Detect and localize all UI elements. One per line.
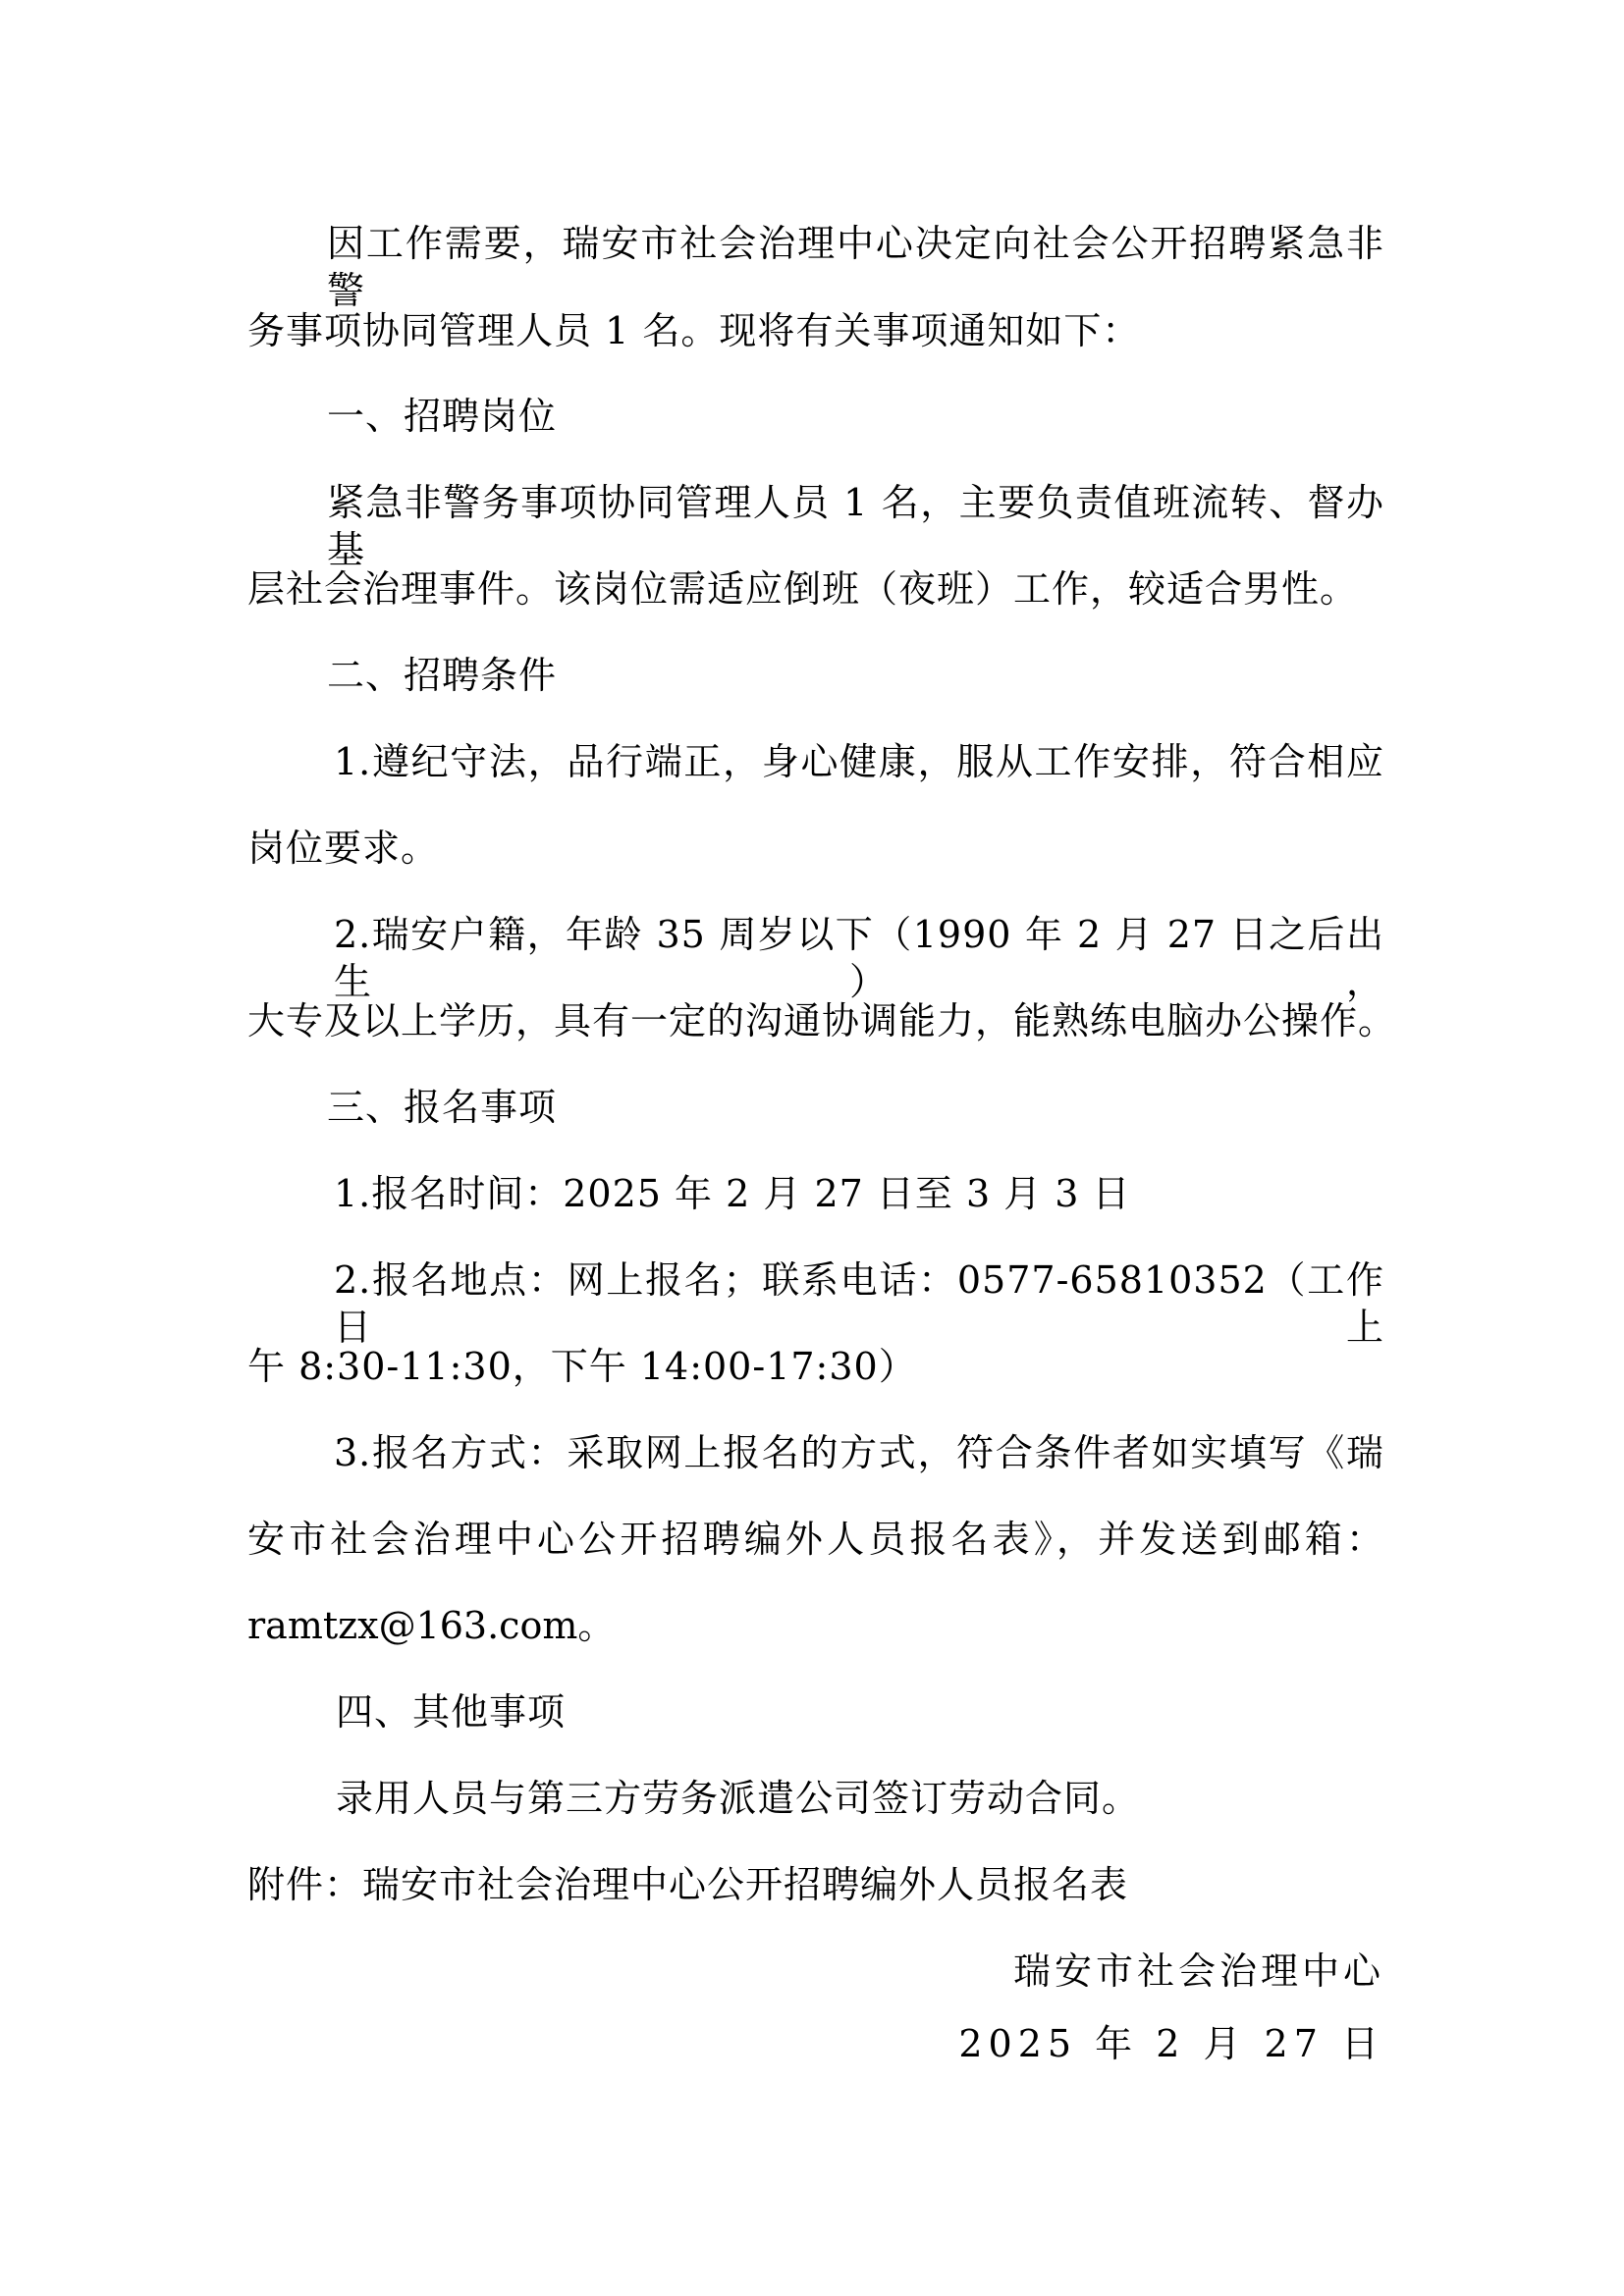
section-3-item-2-line-1: 2.报名地点：网上报名；联系电话：0577-65810352（工作日上 <box>334 1258 1384 1349</box>
intro-line-2: 务事项协同管理人员 1 名。现将有关事项通知如下： <box>247 309 1141 352</box>
section-3-heading: 三、报名事项 <box>327 1086 558 1129</box>
signature-date: 2025 年 2 月 27 日 <box>958 2022 1384 2065</box>
section-1-heading: 一、招聘岗位 <box>327 395 558 438</box>
section-3-item-3-line-1: 3.报名方式：采取网上报名的方式，符合条件者如实填写《瑞 <box>334 1431 1384 1474</box>
signature-org: 瑞安市社会治理中心 <box>1012 1949 1384 1993</box>
section-1-para-line-1: 紧急非警务事项协同管理人员 1 名，主要负责值班流转、督办基 <box>327 481 1384 571</box>
section-2-item-1-line-1: 1.遵纪守法，品行端正，身心健康，服从工作安排，符合相应 <box>334 740 1384 783</box>
section-1-para-line-2: 层社会治理事件。该岗位需适应倒班（夜班）工作，较适合男性。 <box>247 567 1359 611</box>
section-4-para: 录用人员与第三方劳务派遣公司签订劳动合同。 <box>336 1777 1141 1820</box>
section-3-item-3-line-2: 安市社会治理中心公开招聘编外人员报名表》，并发送到邮箱： <box>247 1518 1384 1561</box>
section-2-heading: 二、招聘条件 <box>327 654 558 697</box>
intro-line-1: 因工作需要，瑞安市社会治理中心决定向社会公开招聘紧急非警 <box>327 222 1384 312</box>
section-3-item-1: 1.报名时间：2025 年 2 月 27 日至 3 月 3 日 <box>334 1172 1131 1215</box>
section-2-item-2-line-2: 大专及以上学历，具有一定的沟通协调能力，能熟练电脑办公操作。 <box>247 999 1397 1042</box>
email-line: ramtzx@163.com。 <box>247 1604 616 1647</box>
section-4-heading: 四、其他事项 <box>336 1690 567 1734</box>
section-2-item-2-line-1: 2.瑞安户籍，年龄 35 周岁以下（1990 年 2 月 27 日之后出生）， <box>334 913 1384 1003</box>
section-2-item-1-line-2: 岗位要求。 <box>247 827 440 870</box>
attachment-line: 附件：瑞安市社会治理中心公开招聘编外人员报名表 <box>247 1863 1129 1906</box>
section-3-item-2-line-2: 午 8:30-11:30，下午 14:00-17:30） <box>247 1345 917 1388</box>
